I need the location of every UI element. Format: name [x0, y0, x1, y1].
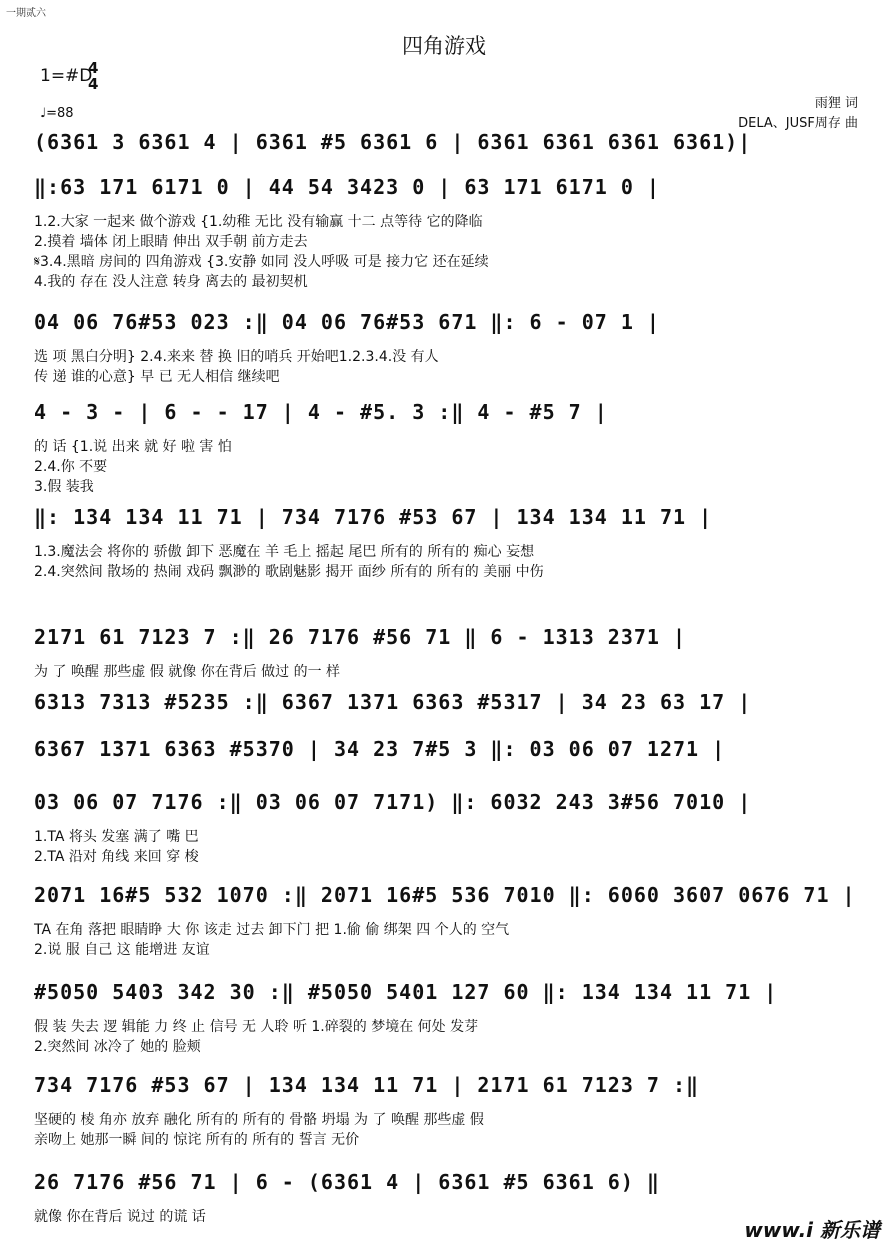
lyric-line: 2.突然间 冰冷了 她的 脸颊 — [34, 1039, 201, 1055]
lyric-line: 2.4.你 不要 — [34, 459, 108, 475]
site-watermark — [744, 1214, 880, 1243]
lyric-line: 就像 你在背后 说过 的谎 话 — [34, 1209, 206, 1225]
notation-notes: 2171 61 7123 7 :‖ 26 7176 #56 71 ‖ 6 - 1313 2371 | — [34, 625, 687, 649]
notation-notes: 03 06 07 7176 :‖ 03 06 07 7171) ‖: 6032 243 3#56 7010 | — [34, 790, 752, 814]
notation-notes: 4 - 3 - | 6 - - 17 | 4 - #5. 3 :‖ 4 - #5 7 | — [34, 400, 608, 424]
lyric-line: 2.摸着 墙体 闭上眼睛 伸出 双手朝 前方走去 — [34, 234, 308, 250]
lyric-line: 4.我的 存在 没人注意 转身 离去的 最初契机 — [34, 274, 308, 290]
notation-row — [28, 690, 868, 724]
watermark-text: www.i 新乐谱 — [744, 1218, 880, 1242]
notation-notes: ‖: 134 134 11 71 | 734 7176 #53 67 | 134 134 11 71 | — [34, 505, 713, 529]
notation-row — [28, 980, 868, 1014]
lyric-line: 1.3.魔法会 将你的 骄傲 卸下 恶魔在 羊 毛上 摇起 尾巴 所有的 所有的 痴心 妄想 — [34, 544, 535, 560]
notation-row — [28, 883, 868, 917]
lyric-line: 1.TA 将头 发塞 满了 嘴 巴 — [34, 829, 199, 845]
notation-row — [28, 130, 868, 164]
lyricist-credit: 雨狸 词 — [814, 96, 858, 111]
lyric-line: 3.假 装我 — [34, 479, 94, 495]
time-signature — [88, 60, 98, 92]
lyric-line: 2.4.突然间 散场的 热闹 戏码 飘渺的 歌剧魅影 揭开 面纱 所有的 所有的 美丽 中伤 — [34, 564, 544, 580]
corner-label: 一期贰六 — [6, 8, 46, 19]
notation-row — [28, 400, 868, 434]
notation-row — [28, 1170, 868, 1204]
notation-notes: 2071 16#5 532 1070 :‖ 2071 16#5 536 7010 ‖: 6060 3607 0676 71 | — [34, 883, 856, 907]
key-signature: 1=#D — [40, 66, 93, 86]
lyric-line: 的 话 {1.说 出来 就 好 啦 害 怕 — [34, 439, 232, 455]
lyric-line: 2.说 服 自己 这 能增进 友谊 — [34, 942, 210, 958]
lyric-line: 坚硬的 棱 角亦 放弃 融化 所有的 所有的 骨骼 坍塌 为 了 唤醒 那些虚 假 — [34, 1112, 484, 1128]
notation-notes: (6361 3 6361 4 | 6361 #5 6361 6 | 6361 6361 6361 6361)| — [34, 130, 752, 154]
lyric-line: 2.TA 沿对 角线 来回 穿 梭 — [34, 849, 199, 865]
lyric-line: 传 递 谁的心意} 早 已 无人相信 继续吧 — [34, 369, 280, 385]
lyric-line: 假 装 失去 逻 辑能 力 终 止 信号 无 人聆 听 1.碎裂的 梦境在 何处 发芽 — [34, 1019, 479, 1035]
notation-row — [28, 505, 868, 539]
composer-credit: DELA、JUSF周存 曲 — [738, 116, 858, 131]
notation-notes: 6367 1371 6363 #5370 | 34 23 7#5 3 ‖: 03 06 07 1271 | — [34, 737, 726, 761]
song-title: 四角游戏 — [402, 34, 486, 58]
tempo-marking: ♩=88 — [40, 106, 74, 121]
notation-row — [28, 790, 868, 824]
time-signature-bottom: 4 — [88, 75, 99, 93]
notation-notes: #5050 5403 342 30 :‖ #5050 5401 127 60 ‖: 134 134 11 71 | — [34, 980, 778, 1004]
notation-notes: 734 7176 #53 67 | 134 134 11 71 | 2171 61 7123 7 :‖ — [34, 1073, 700, 1097]
notation-row — [28, 175, 868, 209]
notation-notes: 26 7176 #56 71 | 6 - (6361 4 | 6361 #5 6361 6) ‖ — [34, 1170, 660, 1194]
notation-row — [28, 310, 868, 344]
lyric-line: 为 了 唤醒 那些虚 假 就像 你在背后 做过 的一 样 — [34, 664, 341, 680]
notation-row — [28, 625, 868, 659]
lyric-line: 1.2.大家 一起来 做个游戏 {1.幼稚 无比 没有输赢 十二 点等待 它的降临 — [34, 214, 483, 230]
notation-row — [28, 737, 868, 771]
notation-notes: ‖:63 171 6171 0 | 44 54 3423 0 | 63 171 6171 0 | — [34, 175, 660, 199]
notation-notes: 04 06 76#53 023 :‖ 04 06 76#53 671 ‖: 6 - 07 1 | — [34, 310, 660, 334]
time-signature-top: 4 — [88, 59, 99, 77]
lyric-line: 选 项 黑白分明} 2.4.来来 替 换 旧的哨兵 开始吧1.2.3.4.没 有人 — [34, 349, 439, 365]
lyric-line: 亲吻上 她那一瞬 间的 惊诧 所有的 所有的 誓言 无价 — [34, 1132, 360, 1148]
lyric-line: TA 在角 落把 眼睛睁 大 你 该走 过去 卸下门 把 1.偷 偷 绑架 四 个人的 空气 — [34, 922, 510, 938]
lyric-line: 𝄋3.4.黑暗 房间的 四角游戏 {3.安静 如同 没人呼吸 可是 接力它 还在延续 — [34, 254, 489, 270]
notation-row — [28, 1073, 868, 1107]
notation-notes: 6313 7313 #5235 :‖ 6367 1371 6363 #5317 | 34 23 63 17 | — [34, 690, 752, 714]
